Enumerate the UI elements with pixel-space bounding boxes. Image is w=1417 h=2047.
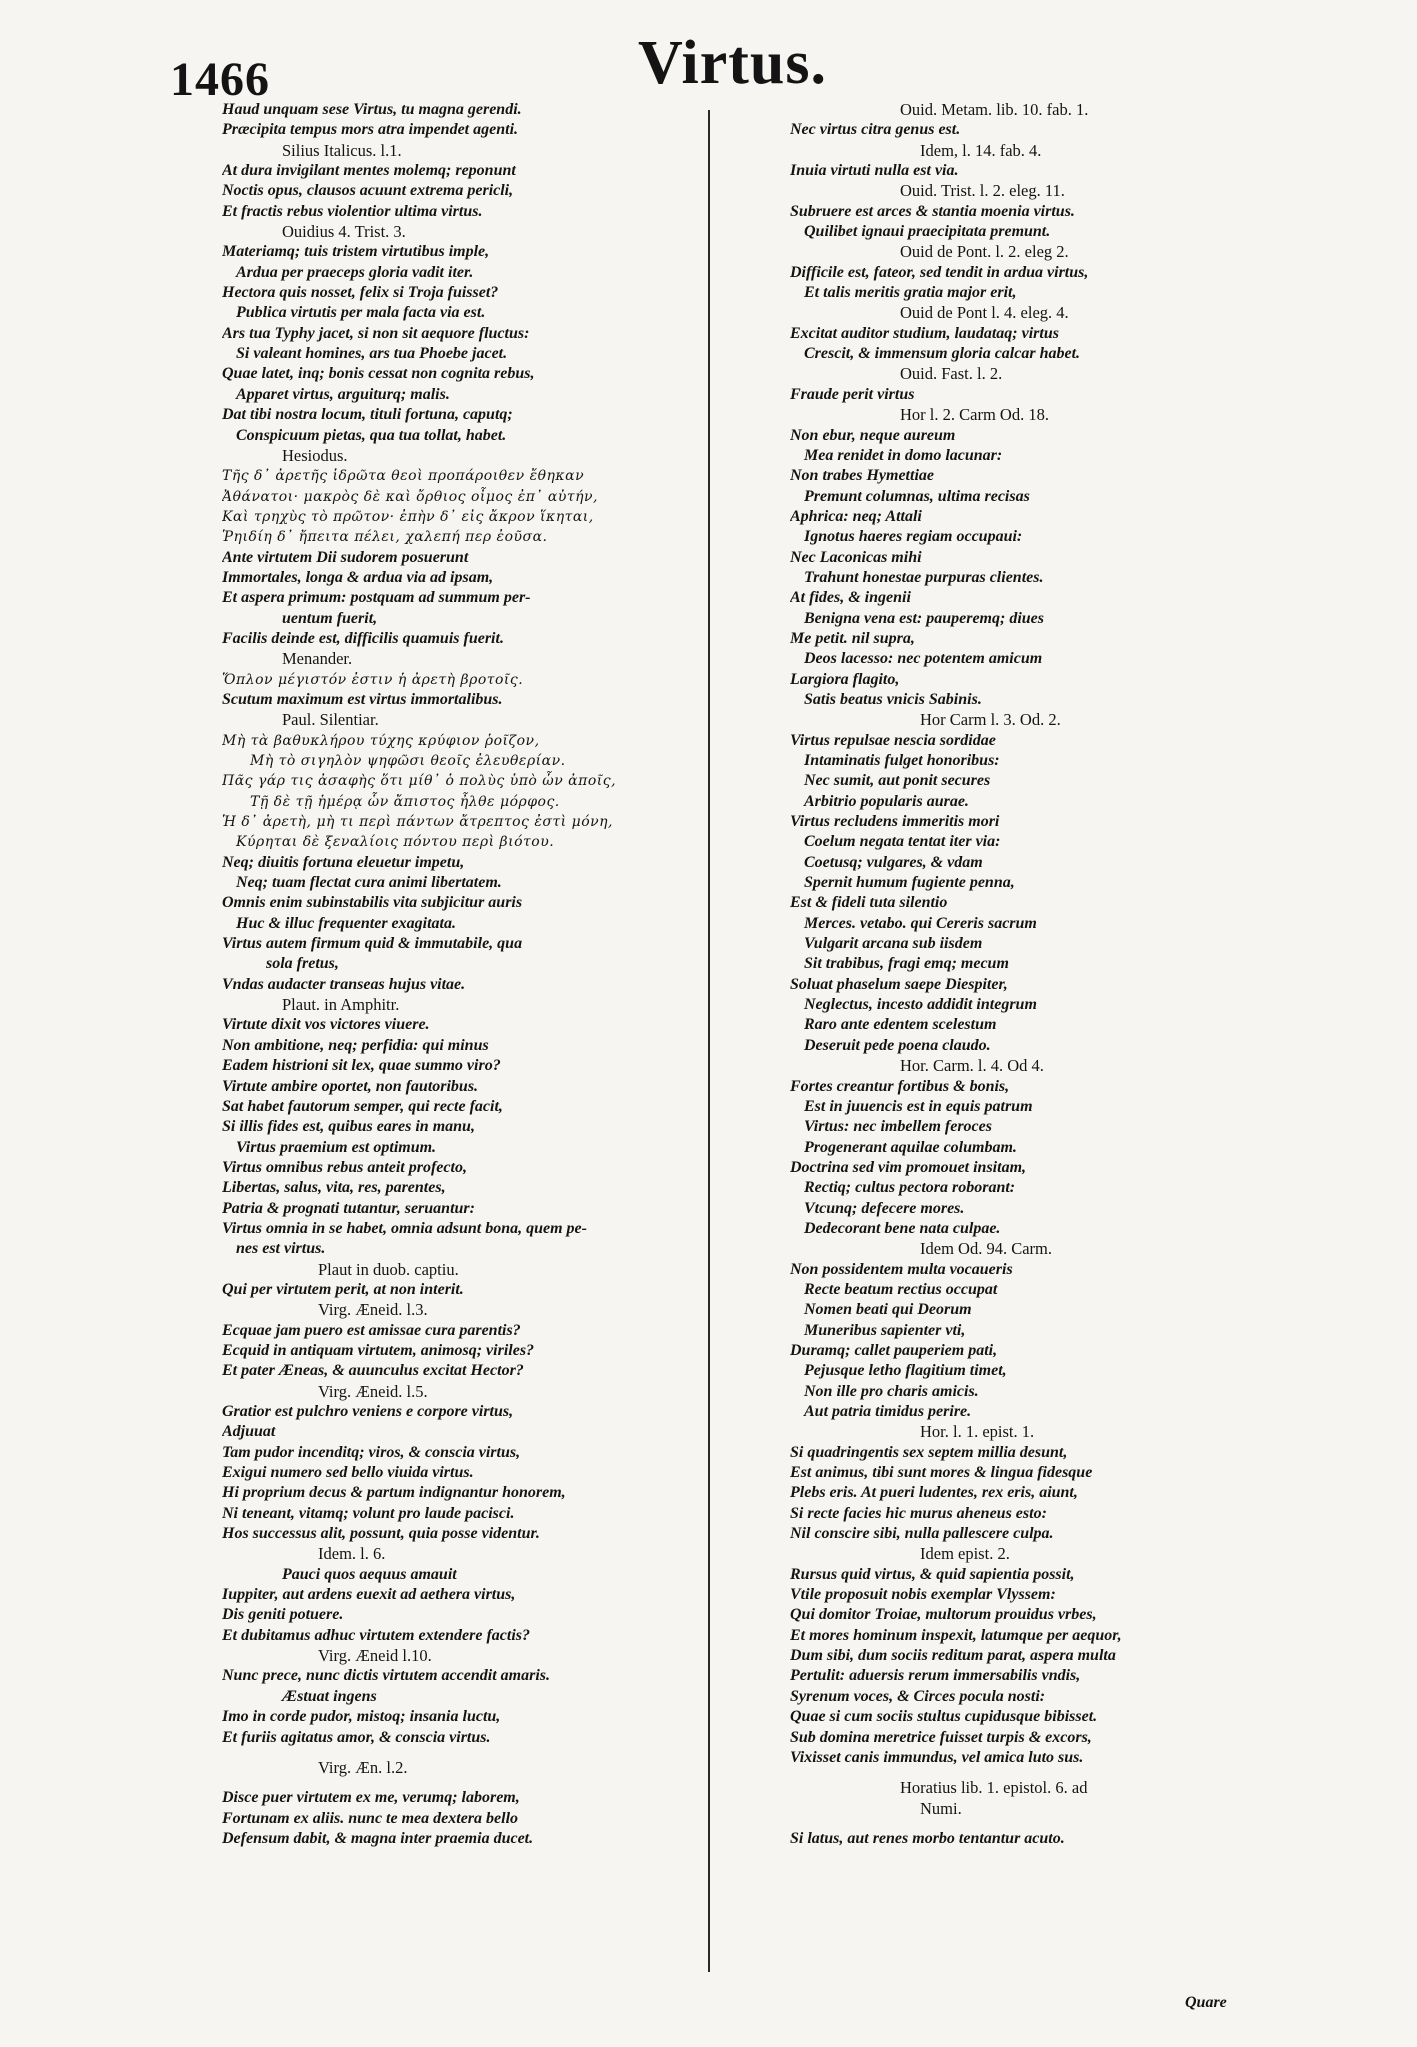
verse-line: Rectiq; cultus pectora roborant: (804, 1179, 1016, 1197)
verse-line: Sat habet fautorum semper, qui recte facit, (222, 1097, 503, 1115)
verse-line: Exigui numero sed bello viuida virtus. (222, 1464, 474, 1482)
verse-line: Omnis enim subinstabilis vita subjicitur auris (222, 894, 523, 912)
verse-line: Qui domitor Troiae, multorum prouidus vrbes, (790, 1606, 1097, 1624)
verse-line: Iuppiter, aut ardens euexit ad aethera virtus, (222, 1586, 516, 1604)
greek-verse-line: Μὴ τὰ βαθυκλήρου τύχης κρύφιον ῥοῖζον, (222, 732, 540, 749)
citation-line: Ouidius 4. Trist. 3. (282, 222, 406, 242)
citation-line: Paul. Silentiar. (282, 710, 379, 730)
verse-line: Virtus recludens immeritis mori (790, 813, 1000, 831)
verse-line: Apparet virtus, arguiturq; malis. (236, 385, 450, 403)
verse-line: Merces. vetabo. qui Cereris sacrum (804, 914, 1037, 932)
verse-line: Quae si cum sociis stultus cupidusque bibisset. (790, 1708, 1098, 1726)
page-number: 1466 (170, 53, 270, 106)
verse-line: Conspicuum pietas, qua tua tollat, habet. (236, 426, 507, 444)
citation-line: Horatius lib. 1. epistol. 6. ad (900, 1778, 1088, 1798)
verse-line: Vtcunq; defecere mores. (804, 1199, 965, 1217)
verse-line: Vtile proposuit nobis exemplar Vlyssem: (790, 1586, 1056, 1604)
verse-line: Virtus: nec imbellem feroces (804, 1118, 992, 1136)
verse-line: Premunt columnas, ultima recisas (804, 487, 1030, 505)
verse-line: Subruere est arces & stantia moenia virtus. (790, 202, 1075, 220)
verse-line: Tam pudor incenditq; viros, & conscia virtus, (222, 1443, 521, 1461)
verse-line: Dis geniti potuere. (222, 1606, 344, 1624)
verse-line: Qui per virtutem perit, at non interit. (222, 1280, 464, 1298)
verse-line: Defensum dabit, & magna inter praemia ducet. (222, 1829, 534, 1847)
greek-verse-line: Τῆς δ᾽ ἀρετῆς ἱδρῶτα θεοὶ προπάροιθεν ἔθηκαν (222, 468, 585, 485)
verse-line: Noctis opus, clausos acuunt extrema pericli, (222, 182, 514, 200)
citation-line: Virg. Æn. l.2. (318, 1757, 408, 1777)
verse-line: Largiora flagito, (790, 670, 900, 688)
verse-line: Neglectus, incesto addidit integrum (804, 996, 1037, 1014)
citation-line: Idem. l. 6. (318, 1544, 386, 1564)
verse-line: Non ebur, neque aureum (790, 426, 956, 444)
citation-line: Idem Od. 94. Carm. (920, 1239, 1052, 1259)
verse-line: Spernit humum fugiente penna, (804, 874, 1015, 892)
greek-verse-line: Καὶ τρηχὺς τὸ πρῶτον· ἐπὴν δ᾽ εἰς ἄκρον ἵκηται, (222, 508, 594, 525)
running-title: Virtus. (638, 29, 827, 97)
verse-line: Muneribus sapienter vti, (804, 1321, 966, 1339)
verse-line: Ni teneant, vitamq; volunt pro laude pacisci. (222, 1504, 515, 1522)
verse-line: Quae latet, inq; bonis cessat non cognita rebus, (222, 365, 535, 383)
verse-line: At dura invigilant mentes molemq; reponunt (222, 162, 516, 180)
verse-line: Immortales, longa & ardua via ad ipsam, (222, 568, 494, 586)
verse-line: Sub domina meretrice fuisset turpis & excors, (790, 1728, 1092, 1746)
citation-line: Virg. Æneid. l.5. (318, 1381, 428, 1401)
verse-line: Pejusque letho flagitium timet, (804, 1362, 1007, 1380)
verse-line: Fortes creantur fortibus & bonis, (790, 1077, 1010, 1095)
verse-line: Deseruit pede poena claudo. (804, 1036, 991, 1054)
verse-line: Nomen beati qui Deorum (804, 1301, 972, 1319)
verse-line: Facilis deinde est, difficilis quamuis fuerit. (222, 629, 504, 647)
citation-line: Plaut. in Amphitr. (282, 995, 400, 1015)
verse-line: Et furiis agitatus amor, & conscia virtus. (222, 1728, 491, 1746)
left-column (222, 100, 692, 1849)
citation-line: Idem epist. 2. (920, 1544, 1010, 1564)
greek-verse-line: Κύρηται δὲ ξεναλίοις πόντου περὶ βιότου. (236, 834, 555, 851)
citation-line: Hor. Carm. l. 4. Od 4. (900, 1056, 1044, 1076)
verse-line: Dedecorant bene nata culpae. (804, 1219, 1001, 1237)
verse-line: Nil conscire sibi, nulla pallescere culpa. (790, 1525, 1054, 1543)
verse-line: Benigna vena est: pauperemq; diues (804, 609, 1044, 627)
verse-line: Quilibet ignaui praecipitata premunt. (804, 223, 1051, 241)
verse-line: Nec Laconicas mihi (790, 548, 922, 566)
verse-line: Neq; tuam flectat cura animi libertatem. (236, 874, 502, 892)
catchword: Quare (1185, 1994, 1227, 2011)
verse-line: Vixisset canis immundus, vel amica luto sus. (790, 1748, 1084, 1766)
verse-line: Æstuat ingens (282, 1687, 377, 1705)
blank-line (222, 1748, 692, 1758)
verse-line: Difficile est, fateor, sed tendit in ardua virtus, (790, 263, 1089, 281)
verse-line: Vulgarit arcana sub iisdem (804, 935, 983, 953)
verse-line: Si illis fides est, quibus eares in manu, (222, 1118, 475, 1136)
verse-line: Virtus autem firmum quid & immutabile, qua (222, 935, 523, 953)
verse-line: Præcipita tempus mors atra impendet agenti. (222, 121, 519, 139)
greek-verse-line: Πᾶς γάρ τις ἀσαφὴς ὅτι μίθ᾽ ὁ πολὺς ὑπὸ ὧν ἀποῖς, (222, 773, 617, 790)
verse-line: Si recte facies hic murus aheneus esto: (790, 1504, 1047, 1522)
verse-line: Et dubitamus adhuc virtutem extendere factis? (222, 1626, 531, 1644)
right-column (790, 100, 1210, 1849)
verse-line: Imo in corde pudor, mistoq; insania luctu, (222, 1708, 501, 1726)
verse-line: Fortunam ex aliis. nunc te mea dextera bello (222, 1809, 519, 1827)
verse-line: Si valeant homines, ars tua Phoebe jacet. (236, 345, 508, 363)
verse-line: Inuia virtuti nulla est via. (790, 162, 959, 180)
verse-line: Me petit. nil supra, (790, 629, 915, 647)
verse-line: Si quadringentis sex septem millia desunt, (790, 1443, 1068, 1461)
verse-line: Coetusq; vulgares, & vdam (804, 853, 983, 871)
verse-line: Si latus, aut renes morbo tentantur acuto. (790, 1829, 1065, 1847)
verse-line: Satis beatus vnicis Sabinis. (804, 690, 982, 708)
verse-line: Et talis meritis gratia major erit, (804, 284, 1017, 302)
verse-line: Haud unquam sese Virtus, tu magna gerendi. (222, 101, 522, 118)
verse-line: Excitat auditor studium, laudataq; virtus (790, 324, 1059, 342)
verse-line: Soluat phaselum saepe Diespiter, (790, 975, 1008, 993)
verse-line: Virtus omnibus rebus anteit profecto, (222, 1158, 467, 1176)
greek-verse-line: Μὴ τὸ σιγηλὸν ψηφῶσι θεοῖς ἐλευθερίαν. (250, 753, 566, 769)
verse-line: Aphrica: neq; Attali (790, 507, 922, 525)
citation-line: Plaut in duob. captiu. (318, 1259, 459, 1279)
verse-line: Rursus quid virtus, & quid sapientia possit, (790, 1565, 1075, 1583)
verse-line: Vndas audacter transeas hujus vitae. (222, 975, 466, 993)
verse-line: Recte beatum rectius occupat (804, 1280, 998, 1298)
verse-line: Et aspera primum: postquam ad summum per- (222, 589, 531, 607)
verse-line: Disce puer virtutem ex me, verumq; laborem, (222, 1789, 520, 1807)
citation-line: Virg. Æneid l.10. (318, 1646, 432, 1666)
verse-line: Materiamq; tuis tristem virtutibus imple, (222, 243, 490, 261)
verse-line: Sit trabibus, fragi emq; mecum (804, 955, 1009, 973)
verse-line: Adjuuat (222, 1423, 276, 1441)
verse-line: Hos successus alit, possunt, quia posse videntur. (222, 1525, 540, 1543)
verse-line: Patria & prognati tutantur, seruantur: (222, 1199, 475, 1217)
verse-line: Pertulit: aduersis rerum immersabilis vndis, (790, 1667, 1081, 1685)
verse-line: Scutum maximum est virtus immortalibus. (222, 690, 503, 708)
blank-line (790, 1768, 1210, 1778)
citation-line: Ouid de Pont. l. 2. eleg 2. (900, 242, 1069, 262)
verse-line: Ante virtutem Dii sudorem posuerunt (222, 548, 469, 566)
greek-verse-line: Τῇ δὲ τῇ ἡμέρᾳ ὧν ἄπιστος ἦλθε μόρφος. (250, 793, 560, 810)
verse-line: Est in juuencis est in equis patrum (804, 1097, 1033, 1115)
verse-line: Et pater Æneas, & auunculus excitat Hector? (222, 1362, 524, 1380)
verse-line: Ecquid in antiquam virtutem, animosq; viriles? (222, 1341, 535, 1359)
verse-line: Aut patria timidus perire. (804, 1403, 972, 1420)
verse-line: Intaminatis fulget honoribus: (804, 752, 1000, 769)
verse-line: Non ille pro charis amicis. (804, 1382, 979, 1400)
verse-line: Duramq; callet pauperiem pati, (790, 1341, 998, 1359)
greek-verse-line: Ὅπλον μέγιστόν ἐστιν ἡ ἀρετὴ βροτοῖς. (222, 671, 524, 688)
verse-line: Libertas, salus, vita, res, parentes, (222, 1179, 446, 1197)
column-rule (708, 110, 710, 1972)
verse-line: Virtus repulsae nescia sordidae (790, 731, 996, 749)
citation-line: Menander. (282, 649, 353, 669)
verse-line: Non possidentem multa vocaueris (790, 1260, 1013, 1278)
verse-line: Fraude perit virtus (790, 385, 915, 403)
verse-line: Et fractis rebus violentior ultima virtus. (222, 202, 483, 220)
verse-line: Publica virtutis per mala facta via est. (236, 304, 486, 322)
citation-line: Numi. (920, 1798, 962, 1818)
verse-line: Virtus omnia in se habet, omnia adsunt bona, quem pe- (222, 1219, 587, 1237)
greek-verse-line: Ῥηιδίη δ᾽ ἤπειτα πέλει, χαλεπή περ ἐοῦσα. (222, 529, 548, 546)
citation-line: Ouid de Pont l. 4. eleg. 4. (900, 303, 1069, 323)
citation-line: Silius Italicus. l.1. (282, 140, 402, 160)
verse-line: sola fretus, (266, 955, 339, 973)
verse-line: nes est virtus. (236, 1240, 326, 1258)
verse-line: At fides, & ingenii (790, 589, 911, 607)
verse-line: Ignotus haeres regiam occupaui: (804, 528, 1023, 546)
verse-line: Nunc prece, nunc dictis virtutem accendit amaris. (222, 1667, 550, 1685)
verse-line: Gratior est pulchro veniens e corpore virtus, (222, 1403, 514, 1420)
verse-line: Ecquae jam puero est amissae cura parentis? (222, 1321, 521, 1339)
verse-line: Virtus praemium est optimum. (236, 1138, 437, 1156)
verse-line: Non ambitione, neq; perfidia: qui minus (222, 1036, 489, 1054)
verse-line: Huc & illuc frequenter exagitata. (236, 914, 456, 932)
verse-line: Trahunt honestae purpuras clientes. (804, 568, 1044, 586)
verse-line: Crescit, & immensum gloria calcar habet. (804, 345, 1081, 363)
verse-line: Hi proprium decus & partum indignantur honorem, (222, 1484, 566, 1502)
verse-line: Virtute dixit vos victores viuere. (222, 1016, 430, 1034)
verse-line: Dum sibi, dum sociis reditum parat, aspera multa (790, 1647, 1116, 1665)
verse-line: Ardua per praeceps gloria vadit iter. (236, 263, 474, 281)
citation-line: Ouid. Metam. lib. 10. fab. 1. (900, 100, 1089, 119)
citation-line: Hesiodus. (282, 445, 348, 465)
verse-line: Arbitrio popularis aurae. (804, 792, 969, 810)
verse-line: Ars tua Typhy jacet, si non sit aequore fluctus: (222, 324, 530, 342)
verse-line: Doctrina sed vim promouet insitam, (790, 1158, 1027, 1176)
verse-line: Nec virtus citra genus est. (790, 121, 961, 139)
verse-line: Progenerant aquilae columbam. (804, 1138, 1017, 1156)
verse-line: Raro ante edentem scelestum (804, 1016, 997, 1034)
greek-verse-line: Ἡ δ᾽ ἀρετὴ, μὴ τι περὶ πάντων ἄτρεπτος ἐστὶ μόνη, (222, 814, 613, 831)
verse-line: Dat tibi nostra locum, tituli fortuna, caputq; (222, 406, 513, 424)
citation-line: Hor l. 2. Carm Od. 18. (900, 405, 1049, 425)
blank-line (222, 1778, 692, 1788)
verse-line: Coelum negata tentat iter via: (804, 833, 1001, 851)
verse-line: Et mores hominum inspexit, latumque per aequor, (790, 1626, 1122, 1644)
verse-line: Est & fideli tuta silentio (790, 894, 948, 912)
citation-line: Virg. Æneid. l.3. (318, 1300, 428, 1320)
citation-line: Idem, l. 14. fab. 4. (920, 140, 1042, 160)
verse-line: Deos lacesso: nec potentem amicum (804, 650, 1043, 668)
citation-line: Hor. l. 1. epist. 1. (920, 1422, 1035, 1442)
verse-line: Neq; diuitis fortuna eleuetur impetu, (222, 853, 465, 871)
verse-line: uentum fuerit, (282, 609, 378, 627)
verse-line: Non trabes Hymettiae (790, 467, 934, 485)
citation-line: Ouid. Fast. l. 2. (900, 364, 1003, 384)
verse-line: Syrenum voces, & Circes pocula nosti: (790, 1687, 1046, 1705)
blank-line (790, 1819, 1210, 1829)
verse-line: Mea renidet in domo lacunar: (804, 446, 1003, 464)
verse-line: Est animus, tibi sunt mores & lingua fidesque (790, 1464, 1093, 1482)
verse-line: Virtute ambire oportet, non fautoribus. (222, 1077, 479, 1095)
citation-line: Hor Carm l. 3. Od. 2. (920, 710, 1061, 730)
verse-line: Pauci quos aequus amauit (282, 1565, 457, 1583)
verse-line: Eadem histrioni sit lex, quae summo viro? (222, 1057, 501, 1075)
citation-line: Ouid. Trist. l. 2. eleg. 11. (900, 181, 1065, 201)
verse-line: Plebs eris. At pueri ludentes, rex eris, aiunt, (790, 1484, 1078, 1502)
verse-line: Nec sumit, aut ponit secures (804, 772, 991, 790)
verse-line: Hectora quis nosset, felix si Troja fuisset? (222, 284, 499, 302)
greek-verse-line: Ἀθάνατοι· μακρὸς δὲ καὶ ὄρθιος οἶμος ἐπ᾽ αὐτήν, (222, 488, 598, 505)
